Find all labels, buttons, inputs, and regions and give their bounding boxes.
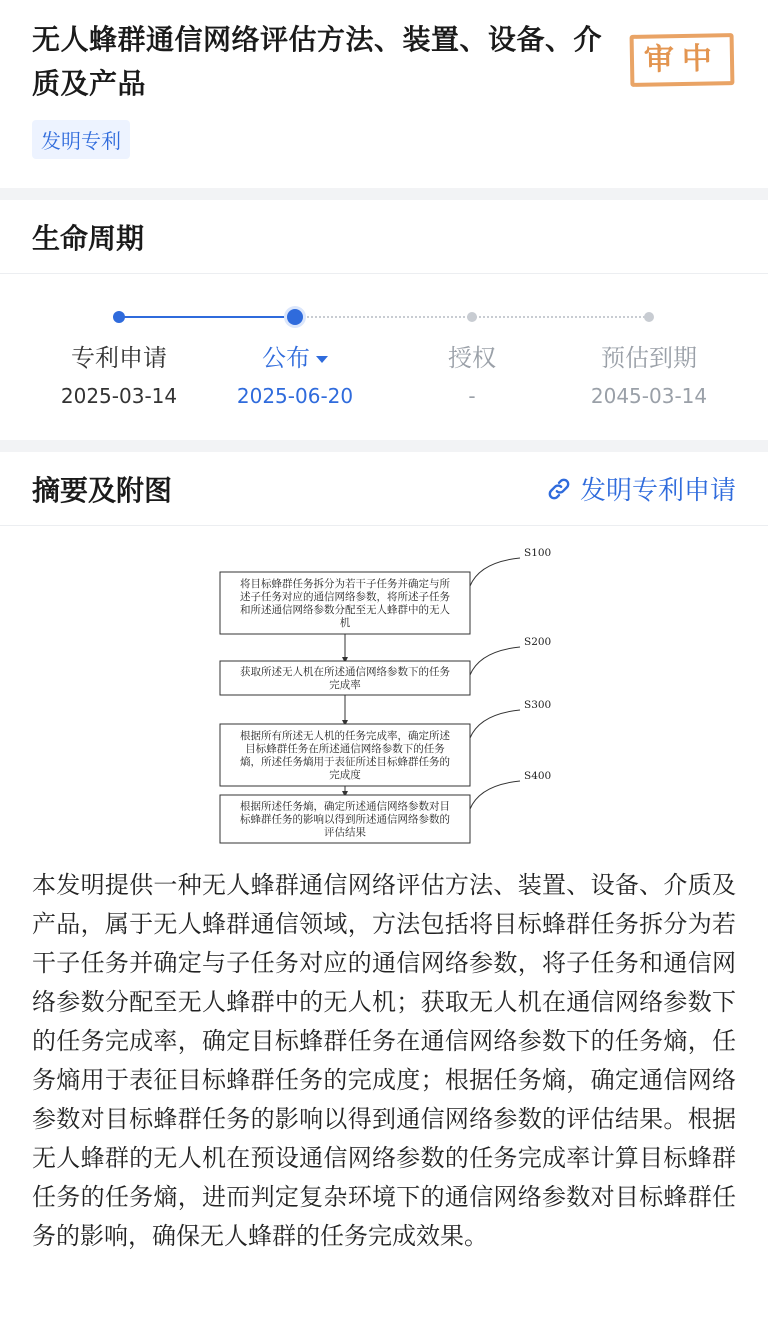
flow-box-text: 完成度 <box>329 769 361 781</box>
timeline-dot-application <box>113 311 125 323</box>
abstract-text: 本发明提供一种无人蜂群通信网络评估方法、装置、设备、介质及产品，属于无人蜂群通信领域，方法包括将目标蜂群任务拆分为若干子任务并确定与子任务对应的通信网络参数，将子任务和通信网络参数分配至无人蜂群中的无人机；获取无人机在通信网络参数下的任务完成率，确定目标蜂群任务在通信网络参数下的任务熵，任务熵用于表征目标蜂群任务的完成度；根据任务熵，确定通信网络参数对目标蜂群任务的影响以得到通信网络参数的评估结果。根据无人蜂群的无人机在预设通信网络参数的任务完成率计算目标蜂群任务的任务熵，进而判定复杂环境下的通信网络参数对目标蜂群任务的影响，确保无人蜂群的任务完成效果。 <box>32 871 736 1250</box>
step-label: 公布 <box>262 344 310 372</box>
timeline-dot-publication <box>287 309 303 325</box>
abstract-section <box>0 452 768 1318</box>
lifecycle-header <box>0 200 768 274</box>
flow-leader-line <box>470 710 520 738</box>
step-date: - <box>468 384 476 408</box>
status-stamp: 审中 <box>630 33 735 87</box>
caret-down-icon[interactable] <box>316 356 328 363</box>
link-label: 发明专利申请 <box>579 476 736 506</box>
flow-box-text: 根据所述任务熵，确定所述通信网络参数对目 <box>240 800 450 813</box>
lifecycle-section <box>0 200 768 440</box>
flow-leader-line <box>470 647 520 675</box>
flow-box-text: 完成率 <box>329 679 361 691</box>
flow-box-text: 将目标蜂群任务拆分为若干子任务并确定与所 <box>240 578 450 590</box>
link-icon <box>546 476 572 502</box>
step-label: 授权 <box>448 344 496 372</box>
step-grant <box>387 342 557 408</box>
timeline-dot-expiry <box>644 312 654 322</box>
timeline-dot-grant <box>467 312 477 322</box>
flow-step-id: S400 <box>524 770 552 782</box>
flow-boxes <box>220 547 551 843</box>
lifecycle-timeline <box>0 274 768 440</box>
flow-step-id: S200 <box>524 636 552 648</box>
flow-box-text: 和所述通信网络参数分配至无人蜂群中的无人 <box>240 604 450 616</box>
flow-box-text: 获取所述无人机在所述通信网络参数下的任务 <box>240 666 450 678</box>
patent-title: 无人蜂群通信网络评估方法、装置、设备、介质及产品 <box>32 23 603 100</box>
patent-application-link[interactable] <box>546 470 736 507</box>
flow-box-text: 根据所有所述无人机的任务完成率，确定所述 <box>240 730 450 742</box>
patent-type-tag[interactable]: 发明专利 <box>32 120 130 159</box>
flow-box-text: 熵，所述任务熵用于表征所述目标蜂群任务的 <box>240 756 450 768</box>
flow-leader-line <box>470 558 520 586</box>
flow-leader-line <box>470 781 520 809</box>
step-date: 2025-06-20 <box>236 384 354 408</box>
lifecycle-title: 生命周期 <box>32 221 145 255</box>
step-date: 2025-03-14 <box>60 384 178 408</box>
flowchart-diagram <box>0 526 768 856</box>
step-label: 预估到期 <box>601 344 697 372</box>
flow-box-text: 目标蜂群任务在所述通信网络参数下的任务 <box>245 743 445 755</box>
flow-box-text: 机 <box>339 617 351 629</box>
flow-step-id: S100 <box>524 547 552 559</box>
step-label: 专利申请 <box>71 344 167 372</box>
flow-step-id: S300 <box>524 699 552 711</box>
flow-box-text: 标蜂群任务的影响以得到所述通信网络参数的 <box>240 813 450 826</box>
patent-header <box>0 0 768 188</box>
abstract-header <box>0 452 768 526</box>
flow-box-text: 评估结果 <box>324 826 366 839</box>
step-label-wrap[interactable] <box>210 342 380 374</box>
abstract-title: 摘要及附图 <box>32 473 173 507</box>
flow-box-text: 述子任务对应的通信网络参数，将所述子任务 <box>240 591 450 603</box>
step-application <box>34 342 204 408</box>
abstract-figure[interactable] <box>0 526 768 856</box>
step-expiry <box>564 342 734 408</box>
step-publication[interactable] <box>210 342 380 408</box>
step-date: 2045-03-14 <box>590 384 708 408</box>
timeline-progress-line <box>119 316 295 318</box>
